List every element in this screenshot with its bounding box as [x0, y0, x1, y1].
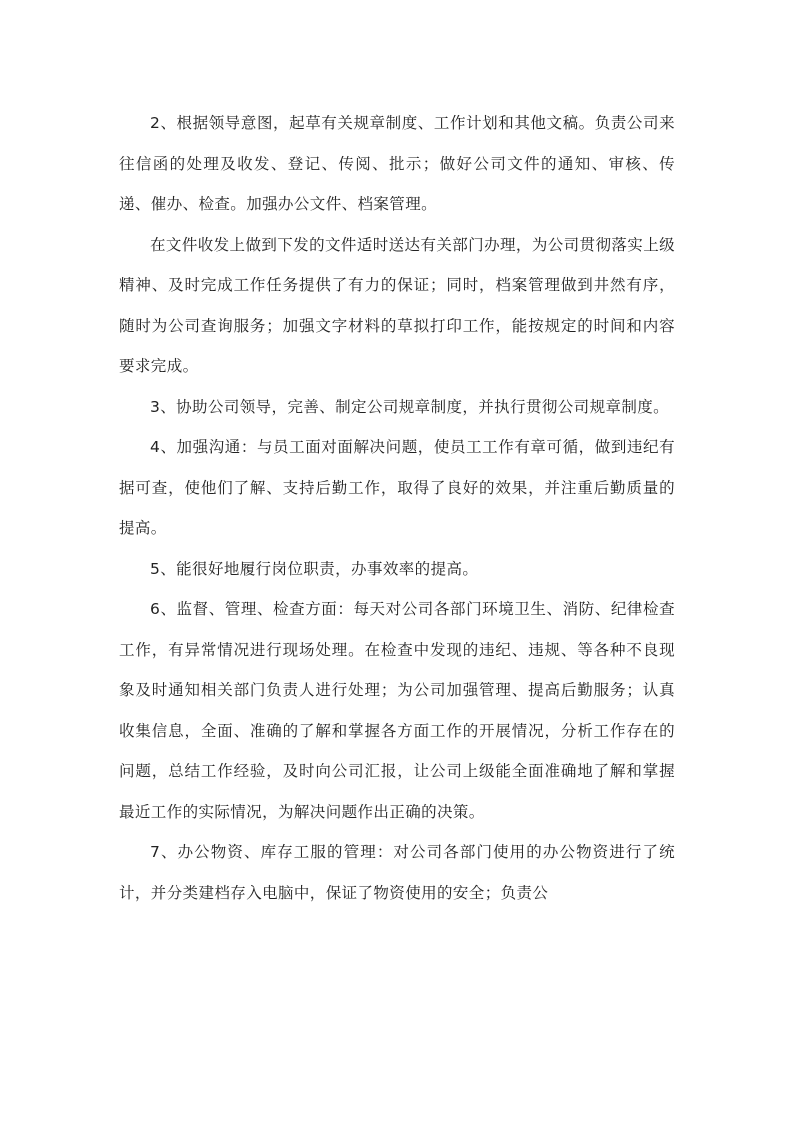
document-body: [119, 103, 675, 913]
paragraph-item-2-drafting: 2、根据领导意图，起草有关规章制度、工作计划和其他文稿。负责公司来往信函的处理及收发、登记、传阅、批示；做好公司文件的通知、审核、传递、催办、检查。加强办公文件、档案管理。: [119, 114, 675, 213]
paragraph-item-6-supervision: 6、监督、管理、检查方面：每天对公司各部门环境卫生、消防、纪律检查工作，有异常情况进行现场处理。在检查中发现的违纪、违规、等各种不良现象及时通知相关部门负责人进行处理；为公司加强管理、提高后勤服务；认真收集信息，全面、准确的了解和掌握各方面工作的开展情况，分析工作存在的问题，总结工作经验，及时向公司汇报，让公司上级能全面准确地了解和掌握最近工作的实际情况，为解决问题作出正确的决策。: [119, 600, 675, 821]
paragraph-item-4-communication: 4、加强沟通：与员工面对面解决问题，使员工工作有章可循，做到违纪有据可查，使他们了解、支持后勤工作，取得了良好的效果，并注重后勤质量的提高。: [119, 438, 675, 537]
paragraph-item-5-duties: 5、能很好地履行岗位职责，办事效率的提高。: [150, 559, 479, 578]
paragraph-file-distribution: 在文件收发上做到下发的文件适时送达有关部门办理，为公司贯彻落实上级精神、及时完成工作任务提供了有力的保证；同时，档案管理做到井然有序，随时为公司查询服务；加强文字材料的草拟打印工作，能按规定的时间和内容要求完成。: [119, 235, 675, 375]
paragraph-item-7-supplies: 7、办公物资、库存工服的管理：对公司各部门使用的办公物资进行了统计，并分类建档存入电脑中，保证了物资使用的安全；负责公: [119, 843, 675, 902]
paragraph-item-3-regulations: 3、协助公司领导，完善、制定公司规章制度，并执行贯彻公司规章制度。: [150, 397, 670, 416]
